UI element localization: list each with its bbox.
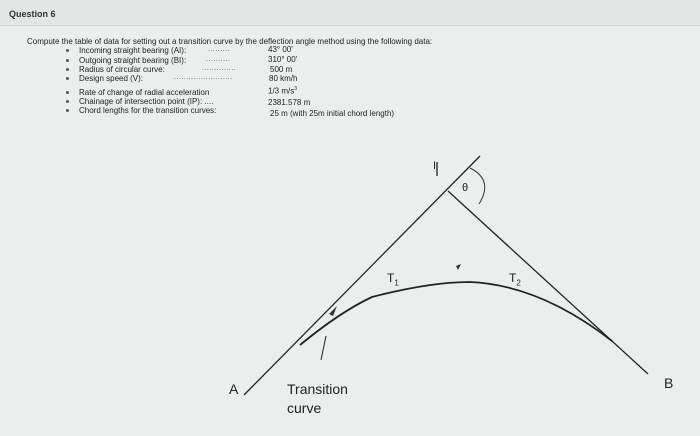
leader-dots: ......... xyxy=(208,46,231,53)
arrow-icon xyxy=(456,264,461,270)
label-B: B xyxy=(664,375,674,391)
transition-label-line1: Transition xyxy=(287,381,348,397)
value-radius: 500 m xyxy=(270,65,293,74)
label-I: I xyxy=(433,160,437,172)
item-label: Chainage of intersection point (IP): .... xyxy=(79,97,214,106)
item-label: Outgoing straight bearing (BI): xyxy=(79,56,187,65)
label-theta: θ xyxy=(462,182,469,194)
value-incoming-bearing: 43° 00' xyxy=(268,45,293,54)
transition-curve-pointer xyxy=(321,336,326,360)
value-design-speed: 80 km/h xyxy=(269,74,298,83)
label-T2 xyxy=(509,271,521,287)
item-label: Rate of change of radial acceleration xyxy=(79,88,210,97)
value-radial-acceleration-exponent: 3 xyxy=(294,86,298,92)
value-outgoing-bearing: 310° 00' xyxy=(268,55,298,64)
leader-dots: .............. xyxy=(202,65,237,72)
value-chord-lengths: 25 m (with 25m initial chord length) xyxy=(270,109,395,118)
leader-dots: ........................ xyxy=(174,74,233,81)
label-A: A xyxy=(229,381,239,397)
label-T1 xyxy=(387,271,399,287)
item-label: Chord lengths for the transition curves: xyxy=(79,106,217,115)
value-radial-acceleration-text: 1/3 m/s xyxy=(268,86,295,96)
item-label: Radius of circular curve: xyxy=(79,65,165,74)
label-T2-letter: T xyxy=(509,271,517,285)
transition-label-line2: curve xyxy=(287,400,322,416)
question-prompt: Compute the table of data for setting out a transition curve by the deflection angle method using the following data: xyxy=(27,37,433,46)
item-label: Incoming straight bearing (AI): xyxy=(79,46,187,55)
label-T1-letter: T xyxy=(387,271,395,285)
straight-AI xyxy=(244,156,480,395)
question-title: Question 6 xyxy=(9,9,56,19)
item-label: Design speed (V): xyxy=(79,74,144,83)
label-T1-sub: 1 xyxy=(394,278,399,288)
value-chainage: 2381.578 m xyxy=(268,98,311,107)
deflection-angle-arc xyxy=(470,168,485,204)
leader-dots: .......... xyxy=(206,56,231,63)
label-T2-sub: 2 xyxy=(516,278,521,288)
